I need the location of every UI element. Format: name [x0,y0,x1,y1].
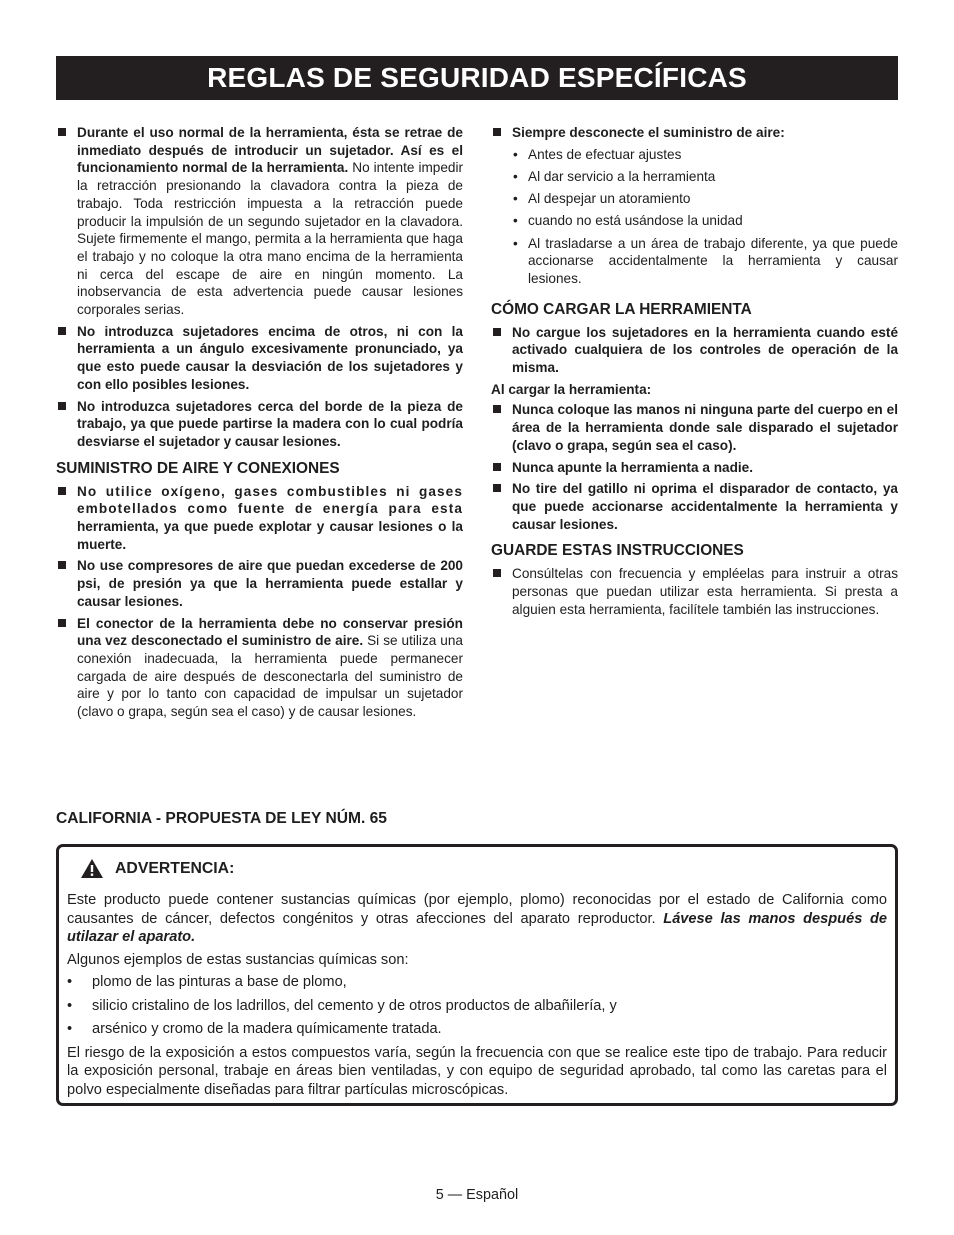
california-heading: CALIFORNIA - PROPUESTA DE LEY NÚM. 65 [56,810,387,827]
rule-connector-text: Si se utiliza una conexión inadecuada, la herramienta puede permanecer cargada de aire después de desconectarla del suministro de aire y por lo tanto con capacidad de impulsar un sujetador (clavo o grapa, según sea el caso) y de causar lesiones. [77,633,463,720]
list-item: • Al dar servicio a la herramienta [513,168,716,184]
list-item: • arsénico y cromo de la madera químicamente tratada. [67,1021,442,1037]
rule-compressor [56,557,463,610]
list-item: • Al trasladarse a un área de trabajo diferente, ya que puede accionarse accidentalmente la herramienta y causar lesiones. [513,235,898,286]
rule-consult: Consúltelas con frecuencia y empléelas para instruir a otras personas que puedan utilizar esta herramienta. Si presta a alguien esta herramienta, facilítele también las instrucciones. [491,565,898,618]
rule-connector-bold: El conector de la herramienta debe no conservar presión una vez desconectado el suministro de aire. [77,615,463,649]
warning-paragraph-1: Este producto puede contener sustancias químicas (por ejemplo, plomo) reconocidas por el estado de California como causantes de cáncer, defectos congénitos y otras afecciones del aparato reproductor. Lávese las manos después de utilazar el aparato. [67,892,888,945]
square-bullet-icon [493,328,501,336]
warning-box [56,844,898,1106]
rule-retraction [56,124,463,319]
square-bullet-icon [58,128,66,136]
dot-bullet-icon: • [513,213,518,229]
page-footer: 5 — Español [435,1187,519,1203]
list-item: • silicio cristalino de los ladrillos, del cemento y de otros productos de albañilería, y [67,997,617,1014]
warning-body [67,891,887,1103]
warning-header [81,859,234,878]
dot-bullet-icon: • [513,235,518,251]
list-item: • plomo de las pinturas a base de plomo, [67,974,347,990]
rule-stacking-text: No introduzca sujetadores encima de otros, ni con la herramienta a un ángulo excesivamente pronunciado, ya que esto puede causar la desviación de los sujetadores y con ello posibles lesiones. [77,323,463,392]
rule-edge-text: No introduzca sujetadores cerca del borde de la pieza de trabajo, ya que puede partirse la madera con lo cual podría desviarse el sujetador y causar lesiones. [77,398,463,449]
square-bullet-icon [493,569,501,577]
warning-paragraph-2: Algunos ejemplos de estas sustancias químicas son: [67,951,409,968]
rule-disconnect-text: Siempre desconecte el suministro de aire: [512,125,785,140]
square-bullet-icon [58,561,66,569]
dot-bullet-icon: • [67,997,73,1014]
square-bullet-icon [493,463,501,471]
warning-paragraph-3: El riesgo de la exposición a estos compuestos varía, según la frecuencia con que se realice este tipo de trabajo. Para reducir la exposición personal, trabaje en áreas bien ventiladas, y con equipo de seguridad aprobado, tal como las caretas para el polvo especialmente diseñadas para filtrar partículas microscópicas. [67,1044,887,1098]
warning-triangle-icon [81,859,103,878]
dot-bullet-icon: • [513,146,518,162]
rule-disconnect [491,124,898,142]
rule-oxygen-text-rest: herramienta, ya que puede explotar y causar lesiones o la muerte. [77,519,463,552]
square-bullet-icon [493,405,501,413]
rule-oxygen [56,483,463,554]
loading-heading: CÓMO CARGAR LA HERRAMIENTA [491,300,752,318]
loading-label: Al cargar la herramienta: [491,381,652,397]
rule-trigger: No tire del gatillo ni oprima el disparador de contacto, ya que puede accionarse accidentalmente la herramienta y causar lesiones. [491,480,898,533]
square-bullet-icon [58,327,66,335]
save-instructions-heading: GUARDE ESTAS INSTRUCCIONES [491,542,744,560]
air-supply-heading: SUMINISTRO DE AIRE Y CONEXIONES [56,459,340,477]
square-bullet-icon [58,487,66,495]
dot-bullet-icon: • [67,1021,73,1037]
warning-label: ADVERTENCIA: [115,859,235,877]
rule-oxygen-text-first: No utilice oxígeno, gases combustibles ni gases embotellados como fuente de energía para esta [77,483,463,517]
dot-bullet-icon: • [67,974,73,990]
square-bullet-icon [493,484,501,492]
square-bullet-icon [58,402,66,410]
square-bullet-icon [493,128,501,136]
list-item: • cuando no está usándose la unidad [513,213,743,229]
list-item: • Antes de efectuar ajustes [513,146,682,162]
rule-connector [56,615,463,721]
square-bullet-icon [58,619,66,627]
dot-bullet-icon: • [513,168,518,184]
rule-retraction-bold: Durante el uso normal de la herramienta, ésta se retrae de inmediato después de introducir un sujetador. Así es el funcionamiento normal de la herramienta. [77,125,463,176]
rule-compressor-text: No use compresores de aire que puedan excederse de 200 psi, de presión ya que la herramienta puede estallar y causar lesiones. [77,558,463,609]
list-item: • Al despejar un atoramiento [513,191,691,207]
rule-stacking [56,323,463,394]
rule-retraction-text: No intente impedir la retracción presionando la clavadora contra la pieza de trabajo. Toda restricción impuesta a la retracción puede producir la impulsión de un segundo sujetador en la clavadora. Sujete firmemente el mango, permita a la herramienta que haga el trabajo y no coloque la otra mano encima de la herramienta ni cerca del escape de aire en ningún momento. La inobservancia de esta advertencia puede causar lesiones corporales serias. [77,160,464,318]
left-column [56,124,463,725]
page-title: REGLAS DE SEGURIDAD ESPECÍFICAS [56,56,898,100]
dot-bullet-icon: • [513,191,518,207]
rule-edge [56,398,463,451]
rule-no-load-active: No cargue los sujetadores en la herramienta cuando esté activado cualquiera de los controles de operación de la misma. [491,324,898,377]
rule-hands: Nunca coloque las manos ni ninguna parte del cuerpo en el área de la herramienta donde sale disparado el sujetador (clavo o grapa, según sea el caso). [491,401,898,454]
wash-hands-note: Lávese las manos después de utilazar el aparato. [67,910,888,945]
rule-aim: Nunca apunte la herramienta a nadie. [491,459,898,477]
right-column [491,124,898,622]
